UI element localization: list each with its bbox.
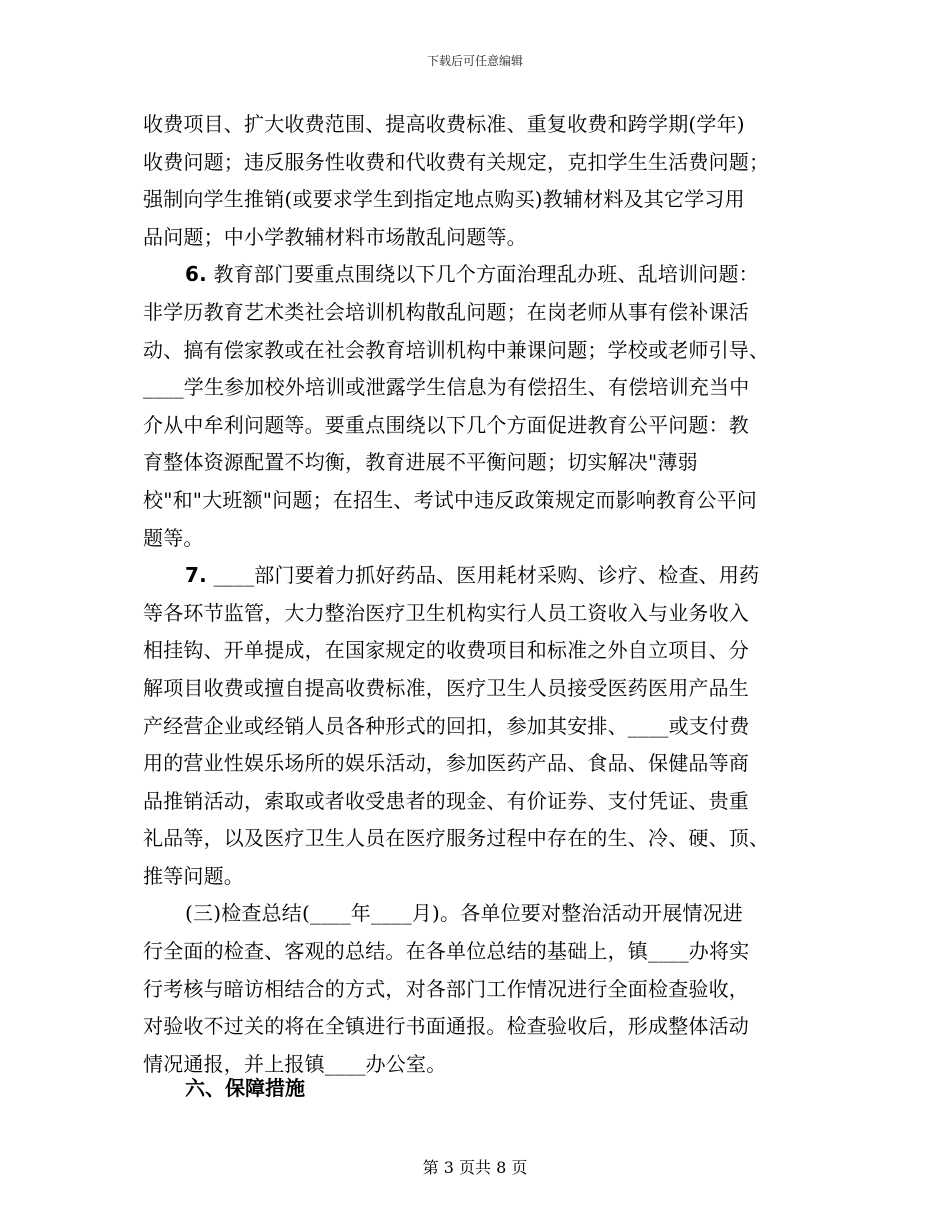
text-line <box>143 557 803 595</box>
paragraph-item-7 <box>143 557 803 895</box>
text-line: 解项目收费或擅自提高收费标准，医疗卫生人员接受医药医用产品生 <box>143 675 749 700</box>
text-line: 推等问题。 <box>143 863 244 888</box>
item-number: 6. <box>185 262 207 287</box>
text-line: 收费问题；违反服务性收费和代收费有关规定，克扣学生生活费问题； <box>143 149 770 174</box>
paragraph-inspection-summary <box>143 895 803 1083</box>
text-line: 情况通报，并上报镇____办公室。 <box>143 1051 447 1076</box>
text-line: 行考核与暗访相结合的方式，对各部门工作情况进行全面检查验收， <box>143 976 749 1001</box>
text-line: 行全面的检查、客观的总结。在各单位总结的基础上，镇____办将实 <box>143 939 750 964</box>
text-line: 强制向学生推销(或要求学生到指定地点购买)教辅材料及其它学习用 <box>143 187 745 212</box>
text-line: 题等。 <box>143 525 204 550</box>
text-line: (三)检查总结(____年____月)。各单位要对整治活动开展情况进 <box>185 901 744 926</box>
text-line <box>143 256 803 294</box>
item-lead-text: ____部门要着力抓好药品、医用耗材采购、诊疗、检查、用药 <box>213 563 760 588</box>
text-line: 产经营企业或经销人员各种形式的回扣，参加其安排、____或支付费 <box>143 713 750 738</box>
text-line: 用的营业性娱乐场所的娱乐活动，参加医药产品、食品、保健品等商 <box>143 751 749 776</box>
text-line: 育整体资源配置不均衡，教育进展不平衡问题；切实解决"薄弱 <box>143 450 698 475</box>
text-line: ____学生参加校外培训或泄露学生信息为有偿招生、有偿培训充当中 <box>143 375 750 400</box>
paragraph-item-6 <box>143 256 803 557</box>
text-line: 非学历教育艺术类社会培训机构散乱问题；在岗老师从事有偿补课活 <box>143 299 749 324</box>
text-line: 对验收不过关的将在全镇进行书面通报。检查验收后，形成整体活动 <box>143 1014 749 1039</box>
item-number: 7. <box>185 563 207 588</box>
page-header-note: 下载后可任意编辑 <box>426 54 523 68</box>
text-line: 品推销活动，索取或者收受患者的现金、有价证券、支付凭证、贵重 <box>143 788 749 813</box>
item-lead-text: 教育部门要重点围绕以下几个方面治理乱办班、乱培训问题： <box>213 262 759 287</box>
text-line: 动、搞有偿家教或在社会教育培训机构中兼课问题；学校或老师引导、 <box>143 337 770 362</box>
text-line: 礼品等，以及医疗卫生人员在医疗服务过程中存在的生、冷、硬、顶、 <box>143 826 770 851</box>
page-number: 第 3 页共 8 页 <box>422 1158 528 1177</box>
paragraph-continuation <box>143 106 803 256</box>
text-line: 校"和"大班额"问题；在招生、考试中违反政策规定而影响教育公平问 <box>143 487 757 512</box>
text-line: 品问题；中小学教辅材料市场散乱问题等。 <box>143 224 527 249</box>
text-line: 介从中牟利问题等。要重点围绕以下几个方面促进教育公平问题：教 <box>143 412 749 437</box>
text-line: 等各环节监管，大力整治医疗卫生机构实行人员工资收入与业务收入 <box>143 600 749 625</box>
text-line: 收费项目、扩大收费范围、提高收费标准、重复收费和跨学期(学年) <box>143 112 745 136</box>
section-heading: 六、保障措施 <box>185 1076 305 1100</box>
document-body <box>143 106 803 1083</box>
text-line: 相挂钩、开单提成，在国家规定的收费项目和标准之外自立项目、分 <box>143 638 749 663</box>
